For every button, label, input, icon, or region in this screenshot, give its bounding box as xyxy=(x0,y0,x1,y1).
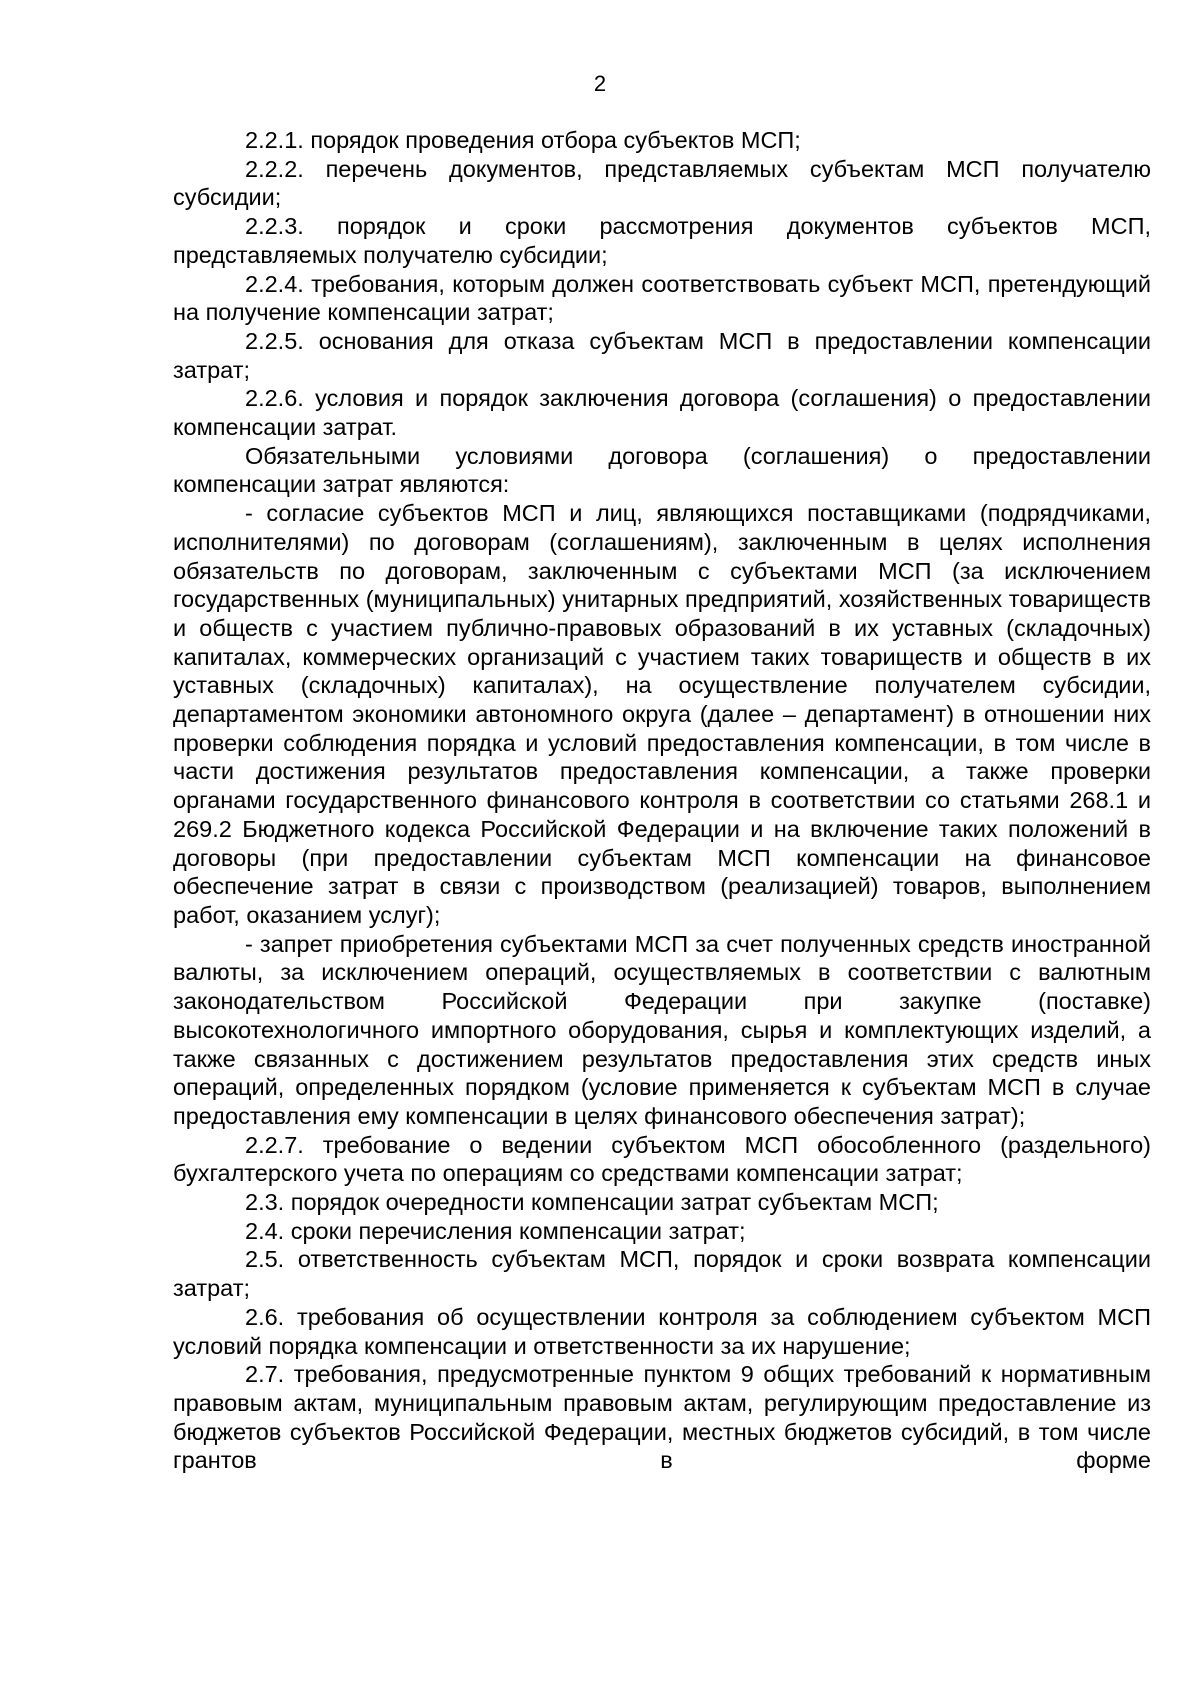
paragraph-2-2-5: 2.2.5. основания для отказа субъектам МСП в предоставлении компенсации затрат; xyxy=(173,327,1151,383)
paragraph-2-2-6: 2.2.6. условия и порядок заключения договора (соглашения) о предоставлении компенсации затрат. xyxy=(173,385,1151,441)
paragraph-2-7: 2.7. требования, предусмотренные пунктом 9 общих требований к нормативным правовым актам, муниципальным правовым актам, регулирующим предоставление из бюджетов субъектов Российской Федерации, местных бюджетов субсидий, в том числе грантов в форме xyxy=(173,1361,1151,1474)
paragraph-2-5: 2.5. ответственность субъектам МСП, порядок и сроки возврата компенсации затрат; xyxy=(173,1246,1151,1302)
paragraph-2-6: 2.6. требования об осуществлении контроля за соблюдением субъектом МСП условий порядка компенсации и ответственности за их нарушение; xyxy=(173,1303,1151,1359)
paragraph-2-2-4: 2.2.4. требования, которым должен соответствовать субъект МСП, претендующий на получение компенсации затрат; xyxy=(173,270,1151,326)
document-body xyxy=(173,126,1151,1475)
paragraph-2-2-2: 2.2.2. перечень документов, представляемых субъектам МСП получателю субсидии; xyxy=(173,155,1151,211)
paragraph-consent-item: - согласие субъектов МСП и лиц, являющихся поставщиками (подрядчиками, исполнителями) по договорам (соглашениям), заключенным в целях исполнения обязательств по договорам, заключенным с субъектами МСП (за исключением государственных (муниципальных) унитарных предприятий, хозяйственных товариществ и обществ с участием публично-правовых образований в их уставных (складочных) капиталах, коммерческих организаций с участием таких товариществ и обществ в их уставных (складочных) капиталах), на осуществление получателем субсидии, департаментом экономики автономного округа (далее – департамент) в отношении них проверки соблюдения порядка и условий предоставления компенсации, в том числе в части достижения результатов предоставления компенсации, а также проверки органами государственного финансового контроля в соответствии со статьями 268.1 и 269.2 Бюджетного кодекса Российской Федерации и на включение таких положений в договоры (при предоставлении субъектам МСП компенсации на финансовое обеспечение затрат в связи с производством (реализацией) товаров, выполнением работ, оказанием услуг); xyxy=(173,500,1151,928)
paragraph-2-3: 2.3. порядок очередности компенсации затрат субъектам МСП; xyxy=(245,1189,939,1216)
paragraph-prohibition-item: - запрет приобретения субъектами МСП за счет полученных средств иностранной валюты, за исключением операций, осуществляемых в соответствии с валютным законодательством Российской Федерации при закупке (поставке) высокотехнологичного импортного оборудования, сырья и комплектующих изделий, а также связанных с достижением результатов предоставления этих средств иных операций, определенных порядком (условие применяется к субъектам МСП в случае предоставления ему компенсации в целях финансового обеспечения затрат); xyxy=(173,930,1151,1129)
paragraph-2-2-7: 2.2.7. требование о ведении субъектом МСП обособленного (раздельного) бухгалтерского учета по операциям со средствами компенсации затрат; xyxy=(173,1131,1151,1187)
paragraph-mandatory-conditions: Обязательными условиями договора (соглашения) о предоставлении компенсации затрат являются: xyxy=(173,442,1151,498)
paragraph-2-2-3: 2.2.3. порядок и сроки рассмотрения документов субъектов МСП, представляемых получателю субсидии; xyxy=(173,213,1151,268)
paragraph-2-4: 2.4. сроки перечисления компенсации затрат; xyxy=(245,1217,746,1244)
paragraph-2-2-1: 2.2.1. порядок проведения отбора субъектов МСП; xyxy=(245,127,801,153)
page-number: 2 xyxy=(593,71,607,96)
